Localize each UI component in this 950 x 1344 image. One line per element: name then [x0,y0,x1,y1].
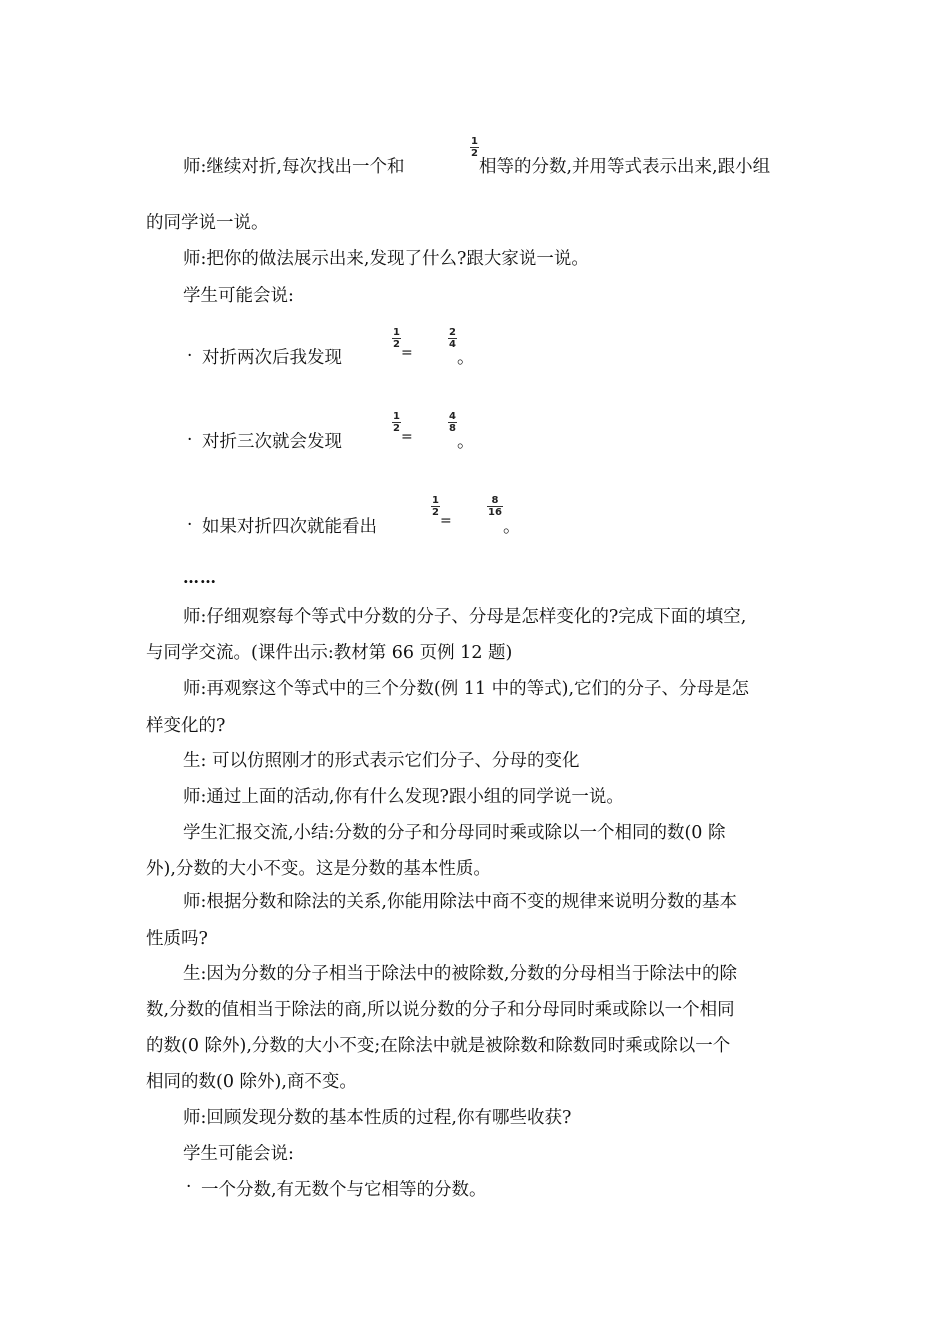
bullet-3-end: 。 [503,517,521,537]
bullet-dot-1: · [187,346,193,366]
fraction-one-half [470,136,479,159]
bullet-1-fraction-right [448,327,457,350]
bullet-dot-2: · [187,430,193,450]
fraction-numerator: 1 [393,327,400,338]
fraction-numerator: 8 [487,495,503,507]
paragraph-4-line-2: 与同学交流。(课件出示:教材第 66 页例 12 题) [146,643,513,663]
paragraph-10-line-3: 的数(0 除外),分数的大小不变;在除法中就是被除数和除数同时乘或除以一个 [146,1036,731,1056]
paragraph-1-after [479,155,810,179]
p1-text-after: 相等的分数,并用等式表示出来,跟小组 [479,157,771,177]
paragraph-8-line-2: 外),分数的大小不变。这是分数的基本性质。 [146,859,491,879]
paragraph-13: 一个分数,有无数个与它相等的分数。 [201,1180,487,1200]
fraction-denominator: 2 [393,339,400,350]
equals-sign: = [440,513,452,529]
paragraph-3: 学生可能会说: [183,286,294,306]
paragraph-8-line-1: 学生汇报交流,小结:分数的分子和分母同时乘或除以一个相同的数(0 除 [183,823,726,843]
ellipsis: …… [183,568,217,587]
paragraph-1-cont [146,211,810,235]
fraction-numerator: 4 [449,411,456,422]
paragraph-11: 师:回顾发现分数的基本性质的过程,你有哪些收获? [183,1108,572,1128]
paragraph-12: 学生可能会说: [183,1144,294,1164]
paragraph-10-line-4: 相同的数(0 除外),商不变。 [146,1072,357,1092]
fraction-denominator: 8 [449,423,456,434]
equals-sign: = [401,429,413,445]
fraction-numerator: 1 [432,495,439,506]
fraction-numerator: 2 [449,327,456,338]
fraction-denominator: 2 [393,423,400,434]
paragraph-2: 师:把你的做法展示出来,发现了什么?跟大家说一说。 [183,249,589,269]
bullet-dot-3: · [187,515,193,535]
bullet-1-end: 。 [457,348,475,368]
bullet-3-fraction-left [431,495,440,518]
bullet-2-end: 。 [457,432,475,452]
fraction-denominator: 16 [488,507,502,518]
p1-text-cont: 的同学说一说。 [146,213,269,233]
bullet-3-text: 如果对折四次就能看出 [202,517,377,537]
paragraph-9-line-1: 师:根据分数和除法的关系,你能用除法中商不变的规律来说明分数的基本 [183,892,737,912]
bullet-dot-4: · [186,1177,192,1197]
fraction-denominator: 4 [449,339,456,350]
equals-sign: = [401,345,413,361]
paragraph-7: 师:通过上面的活动,你有什么发现?跟小组的同学说一说。 [183,787,624,807]
bullet-2-text: 对折三次就会发现 [202,432,342,452]
paragraph-10-line-1: 生:因为分数的分子相当于除法中的被除数,分数的分母相当于除法中的除 [183,964,737,984]
bullet-2-fraction-right [448,411,457,434]
paragraph-6: 生: 可以仿照刚才的形式表示它们分子、分母的变化 [183,751,580,771]
bullet-3-fraction-right [487,495,503,518]
bullet-1-text: 对折两次后我发现 [202,348,342,368]
fraction-numerator: 1 [393,411,400,422]
fraction-denominator: 2 [432,507,439,518]
fraction-denominator: 2 [471,148,478,159]
paragraph-10-line-2: 数,分数的值相当于除法的商,所以说分数的分子和分母同时乘或除以一个相同 [146,1000,735,1020]
bullet-2-fraction-left [392,411,401,434]
bullet-1-fraction-left [392,327,401,350]
fraction-numerator: 1 [471,136,478,147]
paragraph-5-line-2: 样变化的? [146,716,226,736]
paragraph-9-line-2: 性质吗? [146,929,208,949]
paragraph-5-line-1: 师:再观察这个等式中的三个分数(例 11 中的等式),它们的分子、分母是怎 [183,679,750,699]
paragraph-4-line-1: 师:仔细观察每个等式中分数的分子、分母是怎样变化的?完成下面的填空, [183,607,747,627]
p1-text-before: 师:继续对折,每次找出一个和 [183,157,405,177]
